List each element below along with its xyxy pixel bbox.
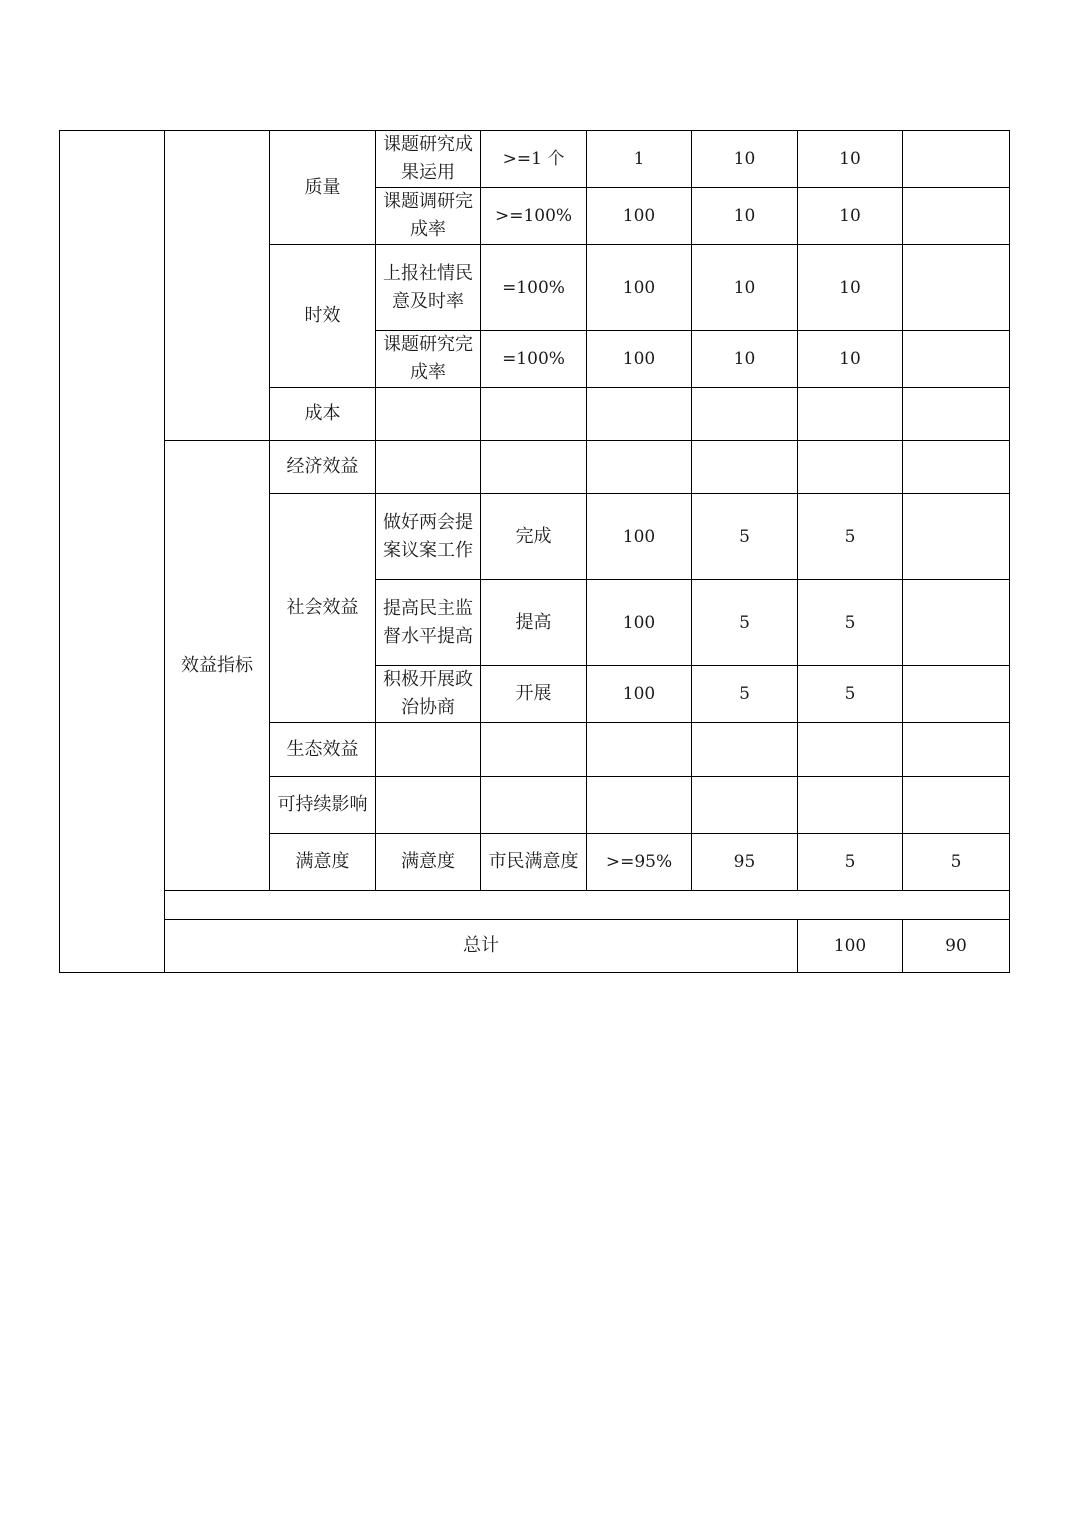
indicator-cell (376, 441, 481, 494)
remark-cell (903, 131, 1010, 188)
category-blank-cell (60, 131, 165, 973)
target-cell (481, 441, 587, 494)
weight-cell (692, 388, 798, 441)
actual-cell (587, 777, 692, 834)
subcategory-ecological: 生态效益 (270, 723, 376, 777)
remark-cell (903, 331, 1010, 388)
weight-cell: 10 (692, 131, 798, 188)
remark-cell (903, 580, 1010, 666)
subcategory-social: 社会效益 (270, 494, 376, 723)
indicator-cell: 课题研究完成率 (376, 331, 481, 388)
category-satisfaction: 满意度 (270, 834, 376, 891)
indicator-cell: 课题调研完成率 (376, 188, 481, 245)
target-cell (481, 388, 587, 441)
weight-cell: 5 (692, 666, 798, 723)
indicator-cell (376, 723, 481, 777)
actual-cell: 100 (587, 666, 692, 723)
total-score: 90 (903, 920, 1010, 973)
actual-cell (587, 441, 692, 494)
target-cell: =100% (481, 245, 587, 331)
remark-cell (903, 188, 1010, 245)
indicator-cell: 课题研究成果运用 (376, 131, 481, 188)
score-cell: 5 (798, 666, 903, 723)
indicator-cell: 做好两会提案议案工作 (376, 494, 481, 580)
output-category-cell (165, 131, 270, 441)
weight-cell: 10 (692, 331, 798, 388)
category-benefit: 效益指标 (165, 441, 270, 891)
target-cell (481, 777, 587, 834)
target-cell: 开展 (481, 666, 587, 723)
target-cell (481, 723, 587, 777)
subcategory-timeliness: 时效 (270, 245, 376, 388)
remark-cell (903, 723, 1010, 777)
target-cell: 完成 (481, 494, 587, 580)
total-weight: 100 (798, 920, 903, 973)
total-row (60, 920, 1010, 973)
weight-cell (692, 723, 798, 777)
weight-cell: 5 (692, 580, 798, 666)
subcategory-economic: 经济效益 (270, 441, 376, 494)
subcategory-sustainable: 可持续影响 (270, 777, 376, 834)
actual-cell: 100 (587, 188, 692, 245)
subcategory-satisfaction: 满意度 (376, 834, 481, 891)
indicator-cell: 市民满意度 (481, 834, 587, 891)
blank-cell (165, 891, 1010, 920)
score-cell (798, 723, 903, 777)
remark-cell (903, 777, 1010, 834)
score-cell: 10 (798, 331, 903, 388)
weight-cell (692, 441, 798, 494)
score-cell (798, 777, 903, 834)
total-label: 总计 (165, 920, 798, 973)
score-cell: 10 (798, 188, 903, 245)
score-cell: 10 (798, 245, 903, 331)
score-cell: 5 (903, 834, 1010, 891)
score-cell (798, 441, 903, 494)
subcategory-quality: 质量 (270, 131, 376, 245)
performance-table (59, 130, 1010, 973)
remark-cell (903, 666, 1010, 723)
target-cell: >=1 个 (481, 131, 587, 188)
blank-row (60, 891, 1010, 920)
actual-cell: 100 (587, 331, 692, 388)
weight-cell (692, 777, 798, 834)
actual-cell: 100 (587, 245, 692, 331)
actual-cell: 95 (692, 834, 798, 891)
remark-cell (903, 388, 1010, 441)
target-cell: =100% (481, 331, 587, 388)
target-cell: >=100% (481, 188, 587, 245)
weight-cell: 10 (692, 245, 798, 331)
weight-cell: 5 (692, 494, 798, 580)
score-cell (798, 388, 903, 441)
table-row (60, 441, 1010, 494)
indicator-cell (376, 388, 481, 441)
actual-cell: 100 (587, 580, 692, 666)
indicator-cell: 积极开展政治协商 (376, 666, 481, 723)
actual-cell: 1 (587, 131, 692, 188)
target-cell: >=95% (587, 834, 692, 891)
indicator-cell (376, 777, 481, 834)
remark-cell (903, 441, 1010, 494)
weight-cell: 10 (692, 188, 798, 245)
remark-cell (903, 245, 1010, 331)
score-cell: 5 (798, 494, 903, 580)
score-cell: 5 (798, 580, 903, 666)
indicator-cell: 提高民主监督水平提高 (376, 580, 481, 666)
indicator-cell: 上报社情民意及时率 (376, 245, 481, 331)
score-cell: 10 (798, 131, 903, 188)
table-row (60, 131, 1010, 188)
actual-cell (587, 388, 692, 441)
actual-cell (587, 723, 692, 777)
actual-cell: 100 (587, 494, 692, 580)
remark-cell (903, 494, 1010, 580)
target-cell: 提高 (481, 580, 587, 666)
subcategory-cost: 成本 (270, 388, 376, 441)
weight-cell: 5 (798, 834, 903, 891)
